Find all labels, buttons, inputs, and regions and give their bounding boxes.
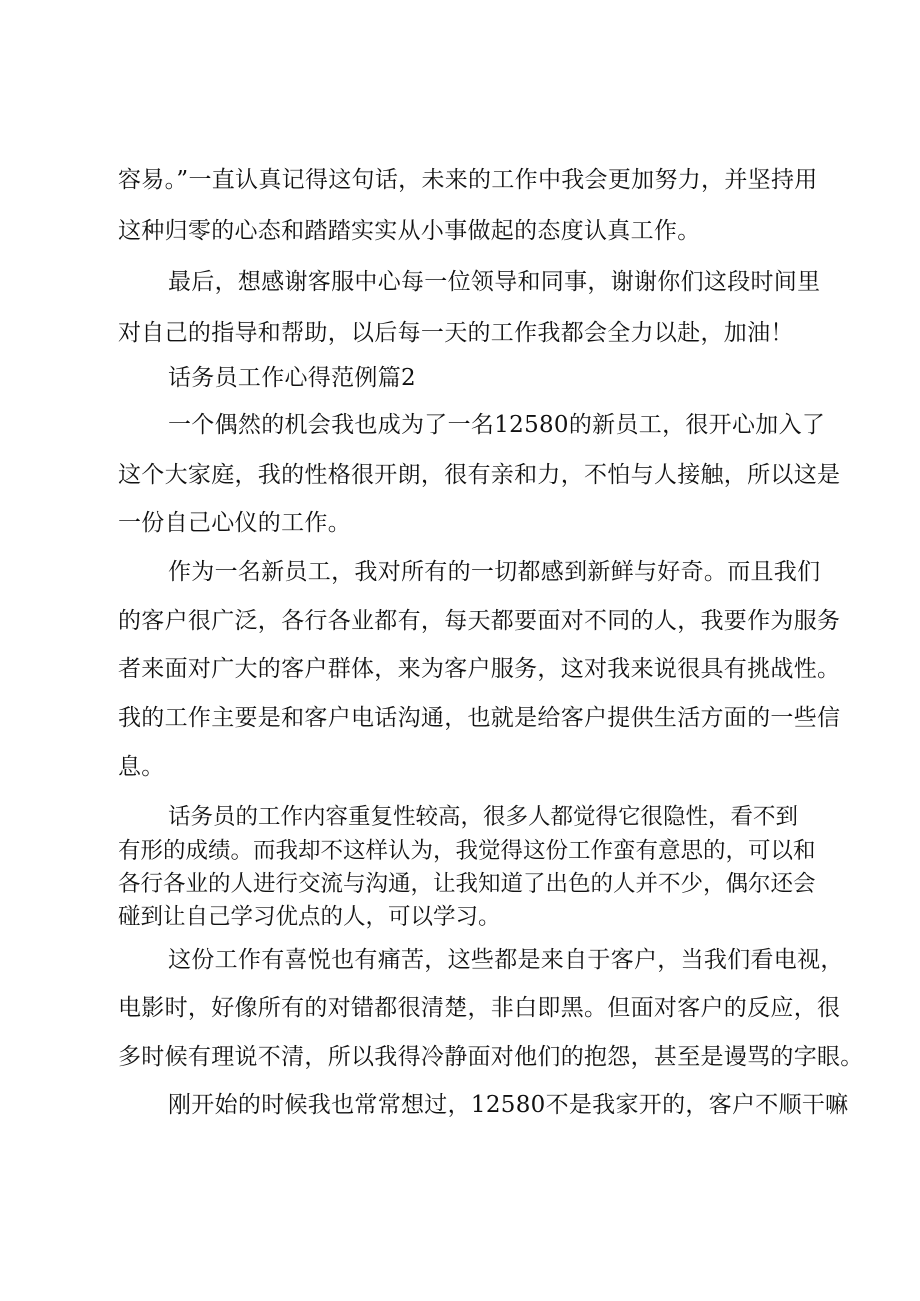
text-line: 息。 <box>118 754 165 780</box>
section-heading: 话务员工作心得范例篇2 <box>168 365 416 391</box>
text-line: 最后，想感谢客服中心每一位领导和同事，谢谢你们这段时间里 <box>168 269 821 295</box>
text-line: 这份工作有喜悦也有痛苦，这些都是来自于客户，当我们看电视， <box>168 947 844 973</box>
text-line: 刚开始的时候我也常常想过，12580不是我家开的，客户不顺干嘛 <box>168 1092 849 1118</box>
text-line: 一个偶然的机会我也成为了一名12580的新员工，很开心加入了 <box>168 412 826 438</box>
text-line: 我的工作主要是和客户电话沟通，也就是给客户提供生活方面的一些信 <box>118 705 841 731</box>
text-line: 一份自己心仪的工作。 <box>118 510 351 536</box>
text-line: 作为一名新员工，我对所有的一切都感到新鲜与好奇。而且我们 <box>168 559 821 585</box>
text-line: 话务员的工作内容重复性较高，很多人都觉得它很隐性，看不到 <box>168 804 799 830</box>
text-line: 者来面对广大的客户群体，来为客户服务，这对我来说很具有挑战性。 <box>118 656 841 682</box>
text-line: 容易。”一直认真记得这句话，未来的工作中我会更加努力，并坚持用 <box>118 167 818 193</box>
text-line: 多时候有理说不清，所以我得冷静面对他们的抱怨，甚至是谩骂的字眼。 <box>118 1044 864 1070</box>
text-line: 这种归零的心态和踏踏实实从小事做起的态度认真工作。 <box>118 218 701 244</box>
text-line: 有形的成绩。而我却不这样认为，我觉得这份工作蛮有意思的，可以和 <box>118 838 816 864</box>
text-line: 这个大家庭，我的性格很开朗，很有亲和力，不怕与人接触，所以这是 <box>118 462 841 488</box>
text-line: 对自己的指导和帮助，以后每一天的工作我都会全力以赴，加油！ <box>118 320 794 346</box>
text-line: 各行各业的人进行交流与沟通，让我知道了出色的人并不少，偶尔还会 <box>118 871 816 897</box>
text-line: 碰到让自己学习优点的人，可以学习。 <box>118 904 501 930</box>
text-line: 的客户很广泛，各行各业都有，每天都要面对不同的人，我要作为服务 <box>118 608 841 634</box>
text-line: 电影时，好像所有的对错都很清楚，非白即黑。但面对客户的反应，很 <box>118 995 841 1021</box>
